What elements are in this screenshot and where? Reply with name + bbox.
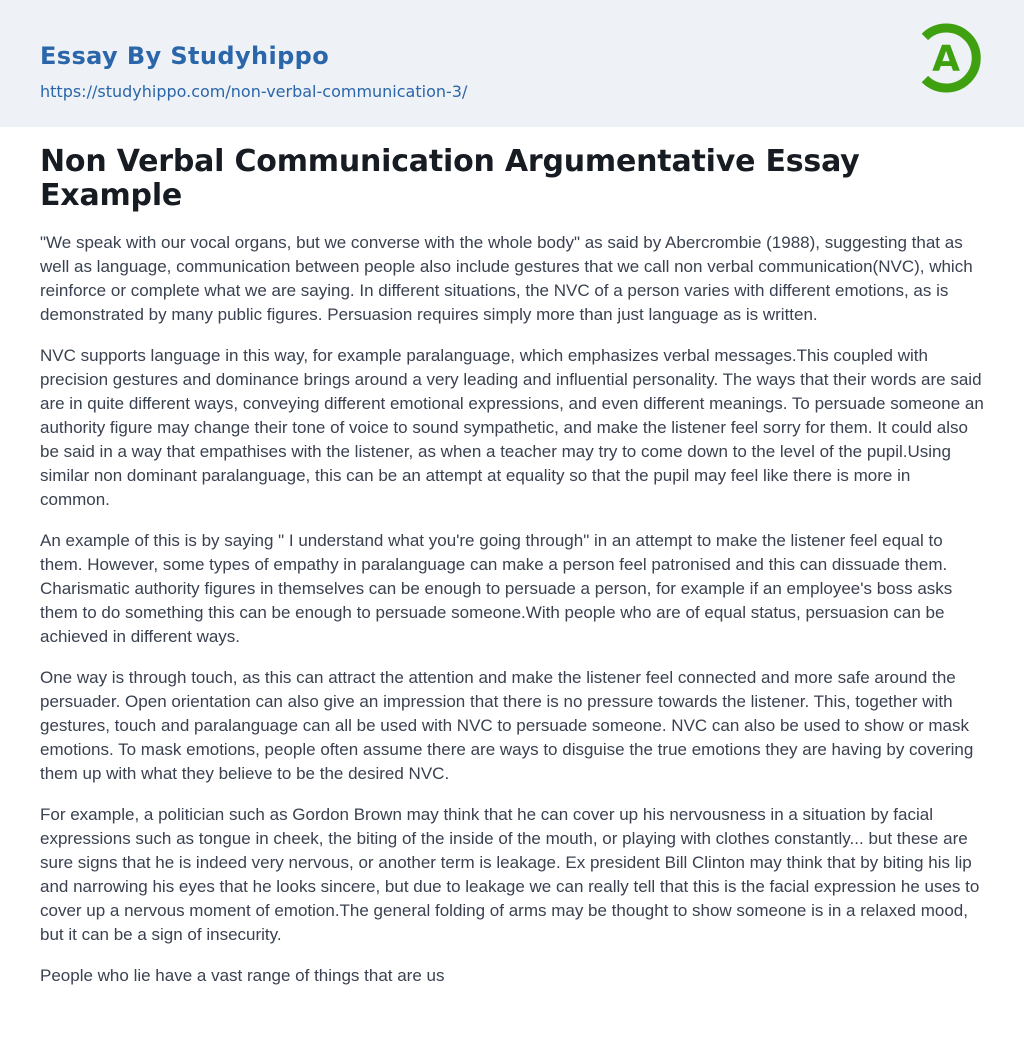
site-title: Essay By Studyhippo: [40, 42, 330, 70]
essay-paragraph-6-truncated: People who lie have a vast range of things that are us: [40, 966, 445, 985]
essay-paragraph-1: "We speak with our vocal organs, but we converse with the whole body" as said by Abercrombie (1988), suggesting that as well as language, communication between people also include gestures that we call non verbal communication(NVC), which reinforce or complete what we are saying. In different situations, the NVC of a person varies with different emotions, as is demonstrated by many public figures. Persuasion requires simply more than just language as is written.: [40, 233, 973, 324]
article-title: Non Verbal Communication Argumentative Essay Example: [40, 144, 860, 213]
article-container: [0, 127, 1024, 988]
essay-paragraph-3: An example of this is by saying " I understand what you're going through" in an attempt to make the listener feel equal to them. However, some types of empathy in paralanguage can make a person feel patronised and this can dissuade them. Charismatic authority figures in themselves can be enough to persuade a person, for example if an employee's boss asks them to do something this can be enough to persuade someone.With people who are of equal status, persuasion can be achieved in different ways.: [40, 531, 953, 646]
studyhippo-logo-icon: [906, 18, 986, 98]
essay-paragraph-2: NVC supports language in this way, for example paralanguage, which emphasizes verbal messages.This coupled with precision gestures and dominance brings around a very leading and influential personality. The ways that their words are said are in quite different ways, conveying different emotional expressions, and even different meanings. To persuade someone an authority figure may change their tone of voice to sound sympathetic, and make the listener feel sorry for them. It could also be said in a way that empathises with the listener, as when a teacher may try to come down to the level of the pupil.Using similar non dominant paralanguage, this can be an attempt at equality so that the pupil may feel like there is more in common.: [40, 346, 984, 509]
page-header: [0, 0, 1024, 127]
source-url-link[interactable]: https://studyhippo.com/non-verbal-communication-3/: [40, 82, 468, 101]
essay-paragraph-5: For example, a politician such as Gordon Brown may think that he can cover up his nervousness in a situation by facial expressions such as tongue in cheek, the biting of the inside of the mouth, or playing with clothes constantly... but these are sure signs that he is indeed very nervous, or another term is leakage. Ex president Bill Clinton may think that by biting his lip and narrowing his eyes that he looks sincere, but due to leakage we can really tell that this is the facial expression he uses to cover up a nervous moment of emotion.The general folding of arms may be thought to show someone is in a relaxed mood, but it can be a sign of insecurity.: [40, 805, 980, 944]
essay-paragraph-4: One way is through touch, as this can attract the attention and make the listener feel connected and more safe around the persuader. Open orientation can also give an impression that there is no pressure towards the listener. This, together with gestures, touch and paralanguage can all be used with NVC to persuade someone. NVC can also be used to show or mask emotions. To mask emotions, people often assume there are ways to disguise the true emotions they are having by covering them up with what they believe to be the desired NVC.: [40, 668, 974, 783]
logo-letter: A: [932, 38, 960, 80]
